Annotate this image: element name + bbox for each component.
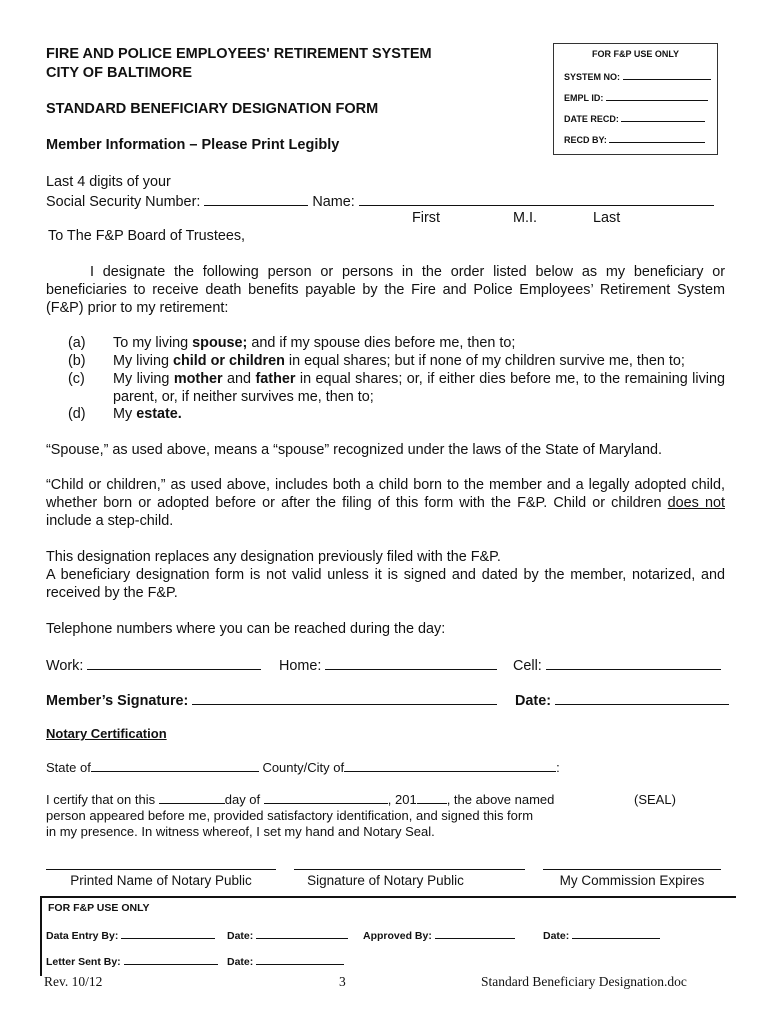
empl-id-field[interactable] [606, 92, 708, 101]
first-caption: First [412, 210, 440, 226]
ssn-label-2: Social Security Number: [46, 194, 201, 210]
signature-date-row [515, 690, 729, 710]
letter-sent-row [46, 955, 218, 968]
county-field[interactable] [344, 760, 556, 772]
signature-date-field[interactable] [555, 690, 729, 705]
member-signature-label: Member’s Signature: [46, 693, 189, 709]
list-item-d: My estate. [113, 406, 182, 422]
commission-line[interactable] [543, 869, 721, 870]
empl-id-label: EMPL ID: [564, 93, 604, 103]
signature-date-label: Date: [515, 693, 551, 709]
letter-sent-field[interactable] [124, 955, 218, 965]
recd-by-label: RECD BY: [564, 135, 607, 145]
recd-by-row [564, 134, 705, 145]
document-filename: Standard Beneficiary Designation.doc [481, 974, 687, 989]
recd-by-field[interactable] [609, 134, 705, 143]
date1-label: Date: [227, 930, 254, 942]
list-label-c: (c) [68, 371, 85, 387]
year-field[interactable] [417, 792, 447, 804]
list-label-d: (d) [68, 406, 86, 422]
printed-name-caption: Printed Name of Notary Public [70, 873, 252, 888]
cell-phone-row [513, 655, 721, 675]
work-phone-field[interactable] [87, 655, 261, 670]
certify-text-1: I certify that on this [46, 792, 156, 807]
approved-label: Approved By: [363, 930, 432, 942]
name-label: Name: [312, 194, 355, 210]
state-label: State of [46, 760, 91, 775]
system-no-label: SYSTEM NO: [564, 72, 621, 82]
empl-id-row [564, 92, 708, 103]
day-field[interactable] [159, 792, 225, 804]
list-label-b: (b) [68, 353, 86, 369]
data-entry-label: Data Entry By: [46, 930, 119, 942]
notary-signature-caption: Signature of Notary Public [307, 873, 464, 888]
home-phone-field[interactable] [325, 655, 497, 670]
office-footer-left-rule [40, 896, 42, 976]
page-number: 3 [339, 974, 346, 989]
system-no-row [564, 71, 711, 82]
date-recd-label: DATE RECD: [564, 114, 619, 124]
letter-sent-label: Letter Sent By: [46, 956, 121, 968]
state-field[interactable] [91, 760, 259, 772]
revision-label: Rev. 10/12 [44, 974, 103, 989]
certify-text-3: in my presence. In witness whereof, I set my hand and Notary Seal. [46, 824, 435, 839]
office-footer-title: FOR F&P USE ONLY [48, 902, 150, 914]
intro-paragraph: I designate the following person or persons in the order listed below as my beneficiary or beneficiaries to receive death benefits payable by the Fire and Police Employees’ Retirement System (F&P) prior to my retirement: [46, 264, 725, 316]
county-colon: : [556, 760, 560, 775]
member-signature-row [46, 690, 497, 710]
system-no-field[interactable] [623, 71, 711, 80]
day-of-label: day of [224, 792, 261, 807]
notary-heading: Notary Certification [46, 726, 167, 741]
list-label-a: (a) [68, 335, 86, 351]
data-entry-row [46, 929, 215, 942]
mi-caption: M.I. [513, 210, 537, 226]
date2-label: Date: [543, 930, 570, 942]
county-label: County/City of [262, 760, 345, 775]
printed-name-line[interactable] [46, 869, 276, 870]
work-label: Work: [46, 658, 84, 674]
notary-certify-row [46, 792, 554, 807]
child-definition: “Child or children,” as used above, includes both a child born to the member and a legally adopted child, whether born or adopted before or after the filing of this form with the F&P. Child or children does not include a step-child. [46, 477, 725, 529]
seal-label: (SEAL) [634, 792, 676, 807]
member-signature-field[interactable] [192, 690, 497, 705]
salutation: To The F&P Board of Trustees, [48, 228, 246, 244]
date-recd-field[interactable] [621, 113, 705, 122]
office-use-box [553, 43, 718, 155]
date1-row [227, 929, 348, 942]
last-caption: Last [593, 210, 621, 226]
approved-row [363, 929, 515, 942]
date-recd-row [564, 113, 705, 124]
member-info-heading: Member Information – Please Print Legibly [46, 137, 340, 153]
spouse-definition: “Spouse,” as used above, means a “spouse” recognized under the laws of the State of Maryland. [46, 442, 662, 458]
date2-row [543, 929, 660, 942]
list-item-b: My living child or children in equal shares; but if none of my children survive me, then to; [113, 353, 685, 369]
form-title: STANDARD BENEFICIARY DESIGNATION FORM [46, 101, 379, 117]
org-name-line2: CITY OF BALTIMORE [46, 65, 193, 81]
data-entry-field[interactable] [121, 929, 215, 939]
date3-row [227, 955, 344, 968]
home-label: Home: [279, 658, 322, 674]
year-label: , 201 [387, 792, 417, 807]
validity-statement: A beneficiary designation form is not valid unless it is signed and dated by the member, notarized, and received by the F&P. [46, 567, 725, 601]
notary-signature-line[interactable] [294, 869, 525, 870]
certify-text-2: person appeared before me, provided satisfactory identification, and signed this form [46, 808, 534, 823]
date3-label: Date: [227, 956, 254, 968]
date1-field[interactable] [256, 929, 348, 939]
commission-caption: My Commission Expires [559, 873, 705, 888]
date3-field[interactable] [256, 955, 344, 965]
list-item-c: My living mother and father in equal shares; or, if either dies before me, to the remaining living parent, or, if neither survives me, then to; [113, 371, 725, 405]
ssn-field[interactable] [204, 191, 308, 206]
replaces-statement: This designation replaces any designation previously filed with the F&P. [46, 549, 501, 565]
notary-location-row [46, 760, 560, 775]
month-field[interactable] [264, 792, 388, 804]
home-phone-row [279, 655, 497, 675]
ssn-name-row [46, 191, 714, 211]
cell-phone-field[interactable] [546, 655, 721, 670]
cell-label: Cell: [513, 658, 542, 674]
office-box-title: FOR F&P USE ONLY [591, 49, 680, 59]
phones-intro: Telephone numbers where you can be reached during the day: [46, 621, 446, 637]
name-field[interactable] [359, 191, 714, 206]
work-phone-row [46, 655, 261, 675]
approved-field[interactable] [435, 929, 515, 939]
above-named-label: , the above named [446, 792, 555, 807]
list-item-a: To my living spouse; and if my spouse dies before me, then to; [113, 335, 516, 351]
ssn-label-1: Last 4 digits of your [46, 174, 171, 190]
office-footer-top-rule [40, 896, 736, 898]
date2-field[interactable] [572, 929, 660, 939]
org-name-line1: FIRE AND POLICE EMPLOYEES' RETIREMENT SYSTEM [46, 46, 432, 62]
